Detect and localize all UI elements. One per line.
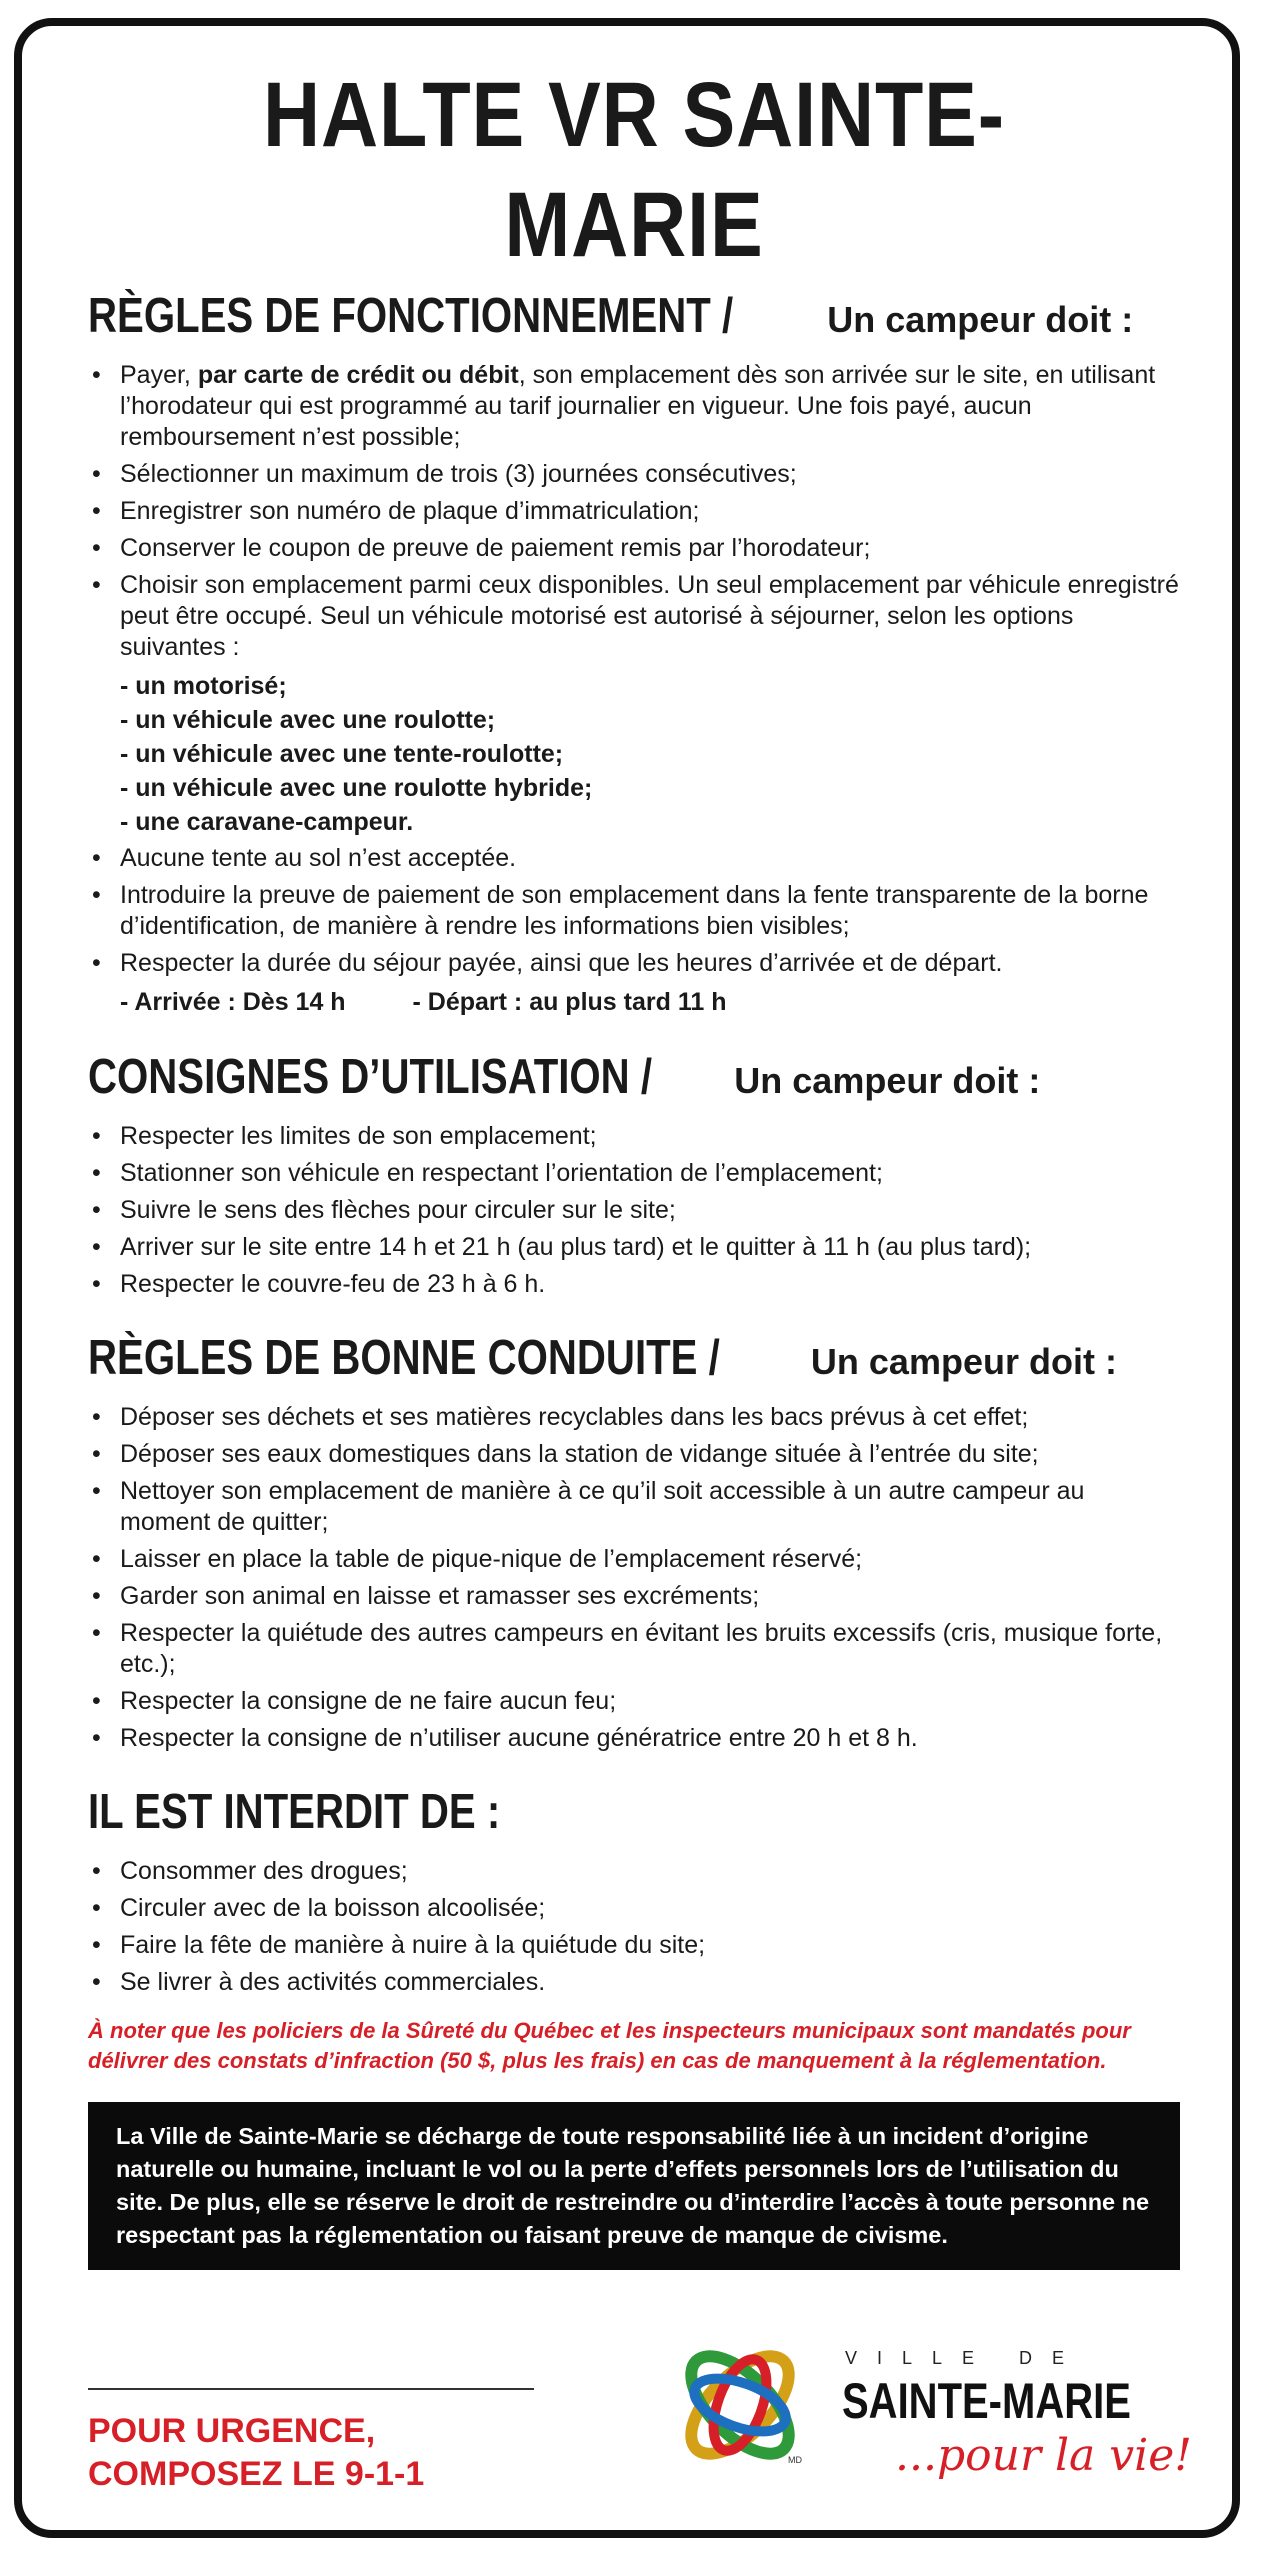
list-item: • Respecter la quiétude des autres campeurs en évitant les bruits excessifs (cris, musique forte, etc.); [88, 1618, 1180, 1680]
vehicle-options [88, 669, 1180, 839]
section-title: RÈGLES DE BONNE CONDUITE / [88, 1331, 720, 1385]
list-item: • Aucune tente au sol n’est acceptée. [88, 843, 1180, 874]
logo-ville-de: VILLE DE [845, 2348, 1085, 2368]
list-item: • Déposer ses déchets et ses matières recyclables dans les bacs prévus à cet effet; [88, 1402, 1180, 1433]
emergency-line-1: POUR URGENCE, [88, 2412, 376, 2450]
rules-list [88, 1121, 1180, 1300]
list-item: • Suivre le sens des flèches pour circuler sur le site; [88, 1195, 1180, 1226]
rules-list-continued [88, 843, 1180, 979]
sign-content [88, 60, 1180, 2270]
logo-emblem-icon [660, 2330, 830, 2490]
emergency-notice [88, 2410, 424, 2496]
arrival-time: - Arrivée : Dès 14 h [120, 988, 346, 1016]
departure-time: - Départ : au plus tard 11 h [412, 988, 727, 1016]
option-item: - un véhicule avec une tente-roulotte; [120, 740, 564, 768]
logo-city-name: SAINTE-MARIE [842, 2373, 1131, 2429]
list-item: • Choisir son emplacement parmi ceux disponibles. Un seul emplacement par véhicule enregistré peut être occupé. Seul un véhicule motorisé est autorisé à séjourner, selon les options suivantes : [88, 570, 1180, 663]
emergency-line-2: COMPOSEZ LE 9-1-1 [88, 2455, 425, 2493]
section-subtitle: Un campeur doit : [810, 1341, 1117, 1382]
section-subtitle: Un campeur doit : [827, 299, 1134, 340]
list-item: • Respecter la consigne de ne faire aucun feu; [88, 1686, 1180, 1717]
section-heading [88, 1330, 1180, 1398]
list-item: • Introduire la preuve de paiement de son emplacement dans la fente transparente de la borne d’identification, de manière à rendre les informations bien visibles; [88, 880, 1180, 942]
list-item: • Respecter le couvre-feu de 23 h à 6 h. [88, 1269, 1180, 1300]
section-title: IL EST INTERDIT DE : [88, 1785, 501, 1839]
option-item: - un véhicule avec une roulotte; [120, 706, 496, 734]
list-item [88, 360, 1180, 453]
section-heading [88, 288, 1180, 356]
list-item: • Nettoyer son emplacement de manière à ce qu’il soit accessible à un autre campeur au moment de quitter; [88, 1476, 1180, 1538]
option-item: - une caravane-campeur. [120, 808, 414, 836]
section-heading [88, 1784, 1180, 1852]
list-item: • Déposer ses eaux domestiques dans la station de vidange située à l’entrée du site; [88, 1439, 1180, 1470]
divider [88, 2388, 534, 2390]
list-item: • Conserver le coupon de preuve de paiement remis par l’horodateur; [88, 533, 1180, 564]
section-interdit [88, 1784, 1180, 1998]
list-item: • Respecter la durée du séjour payée, ainsi que les heures d’arrivée et de départ. [88, 948, 1180, 979]
schedule [88, 985, 1180, 1019]
list-item-bold: par carte de crédit ou débit [197, 361, 519, 389]
list-item: • Sélectionner un maximum de trois (3) journées consécutives; [88, 459, 1180, 490]
city-logo [660, 2330, 1192, 2490]
section-regles-fonctionnement [88, 288, 1180, 1019]
list-item: • Stationner son véhicule en respectant l’orientation de l’emplacement; [88, 1158, 1180, 1189]
rules-list [88, 1402, 1180, 1754]
rules-list [88, 360, 1180, 663]
list-item: • Consommer des drogues; [88, 1856, 1180, 1887]
section-consignes-utilisation [88, 1049, 1180, 1300]
list-item-text: , son emplacement dès son arrivée sur le site, en utilisant l’horodateur qui est programmé au tarif journalier en vigueur. Une fois payé, aucun remboursement n’est possible; [120, 361, 1156, 451]
rules-list [88, 1856, 1180, 1998]
list-item: • Faire la fête de manière à nuire à la quiétude du site; [88, 1930, 1180, 1961]
list-item: • Respecter les limites de son emplacement; [88, 1121, 1180, 1152]
list-item: • Se livrer à des activités commerciales. [88, 1967, 1180, 1998]
section-title: RÈGLES DE FONCTIONNEMENT / [88, 289, 734, 343]
list-item: • Respecter la consigne de n’utiliser aucune génératrice entre 20 h et 8 h. [88, 1723, 1180, 1754]
list-item: • Enregistrer son numéro de plaque d’immatriculation; [88, 496, 1180, 527]
section-heading [88, 1049, 1180, 1117]
page-title: HALTE VR SAINTE-MARIE [263, 64, 1005, 276]
list-item: • Arriver sur le site entre 14 h et 21 h (au plus tard) et le quitter à 11 h (au plus tard); [88, 1232, 1180, 1263]
list-item: • Circuler avec de la boisson alcoolisée; [88, 1893, 1180, 1924]
logo-slogan: ...pour la vie! [895, 2430, 1192, 2481]
logo-trademark: MD [788, 2455, 802, 2465]
disclaimer-box: La Ville de Sainte-Marie se décharge de toute responsabilité liée à un incident d’origine naturelle ou humaine, incluant le vol ou la perte d’effets personnels lors de l’utilisation du site. De plus, elle se réserve le droit de restreindre ou d’interdire l’accès à toute personne ne respectant pas la réglementation ou faisant preuve de manque de civisme. [88, 2102, 1180, 2270]
section-title: CONSIGNES D’UTILISATION / [88, 1050, 653, 1104]
list-item: • Garder son animal en laisse et ramasser ses excréments; [88, 1581, 1180, 1612]
list-item-text: Payer, [120, 361, 198, 389]
list-item: • Laisser en place la table de pique-nique de l’emplacement réservé; [88, 1544, 1180, 1575]
section-subtitle: Un campeur doit : [734, 1060, 1041, 1101]
enforcement-note: À noter que les policiers de la Sûreté du Québec et les inspecteurs municipaux sont mandatés pour délivrer des constats d’infraction (50 $, plus les frais) en cas de manquement à la réglementation. [88, 2018, 1131, 2073]
option-item: - un motorisé; [120, 672, 287, 700]
option-item: - un véhicule avec une roulotte hybride; [120, 774, 593, 802]
section-bonne-conduite [88, 1330, 1180, 1754]
